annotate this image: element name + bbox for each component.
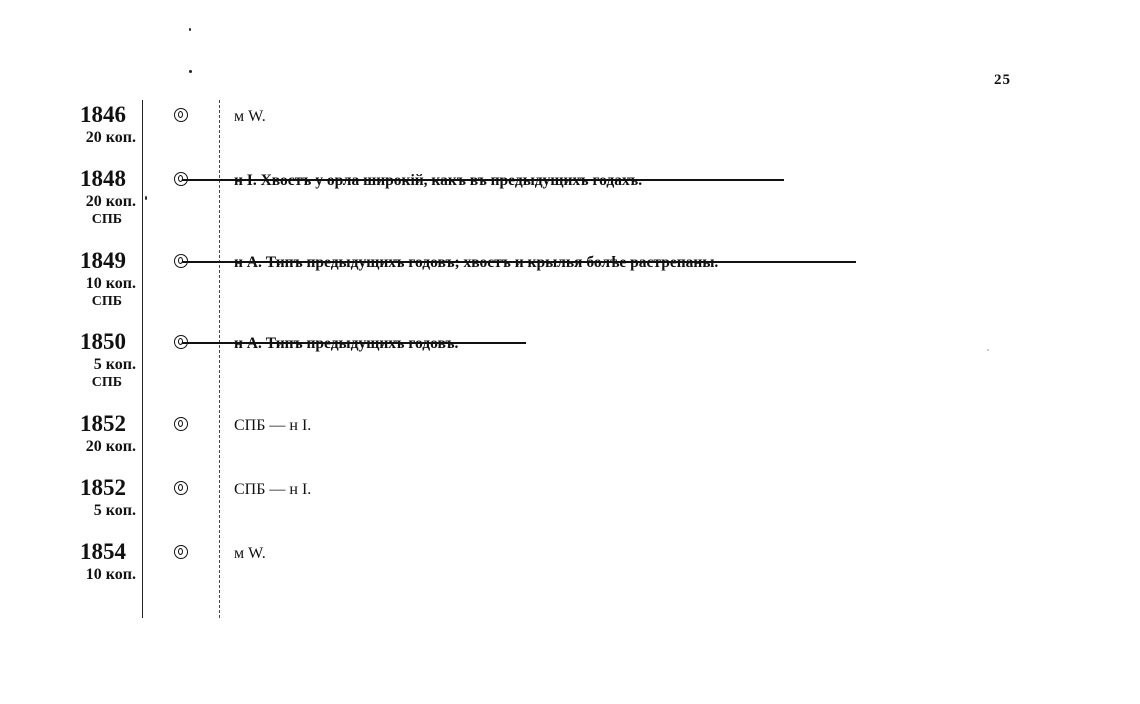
entry-description: м W. xyxy=(234,108,266,125)
coin-symbol-icon xyxy=(174,108,188,122)
entry-year: 1854 xyxy=(80,539,126,564)
entry-description: н А. Типъ предыдущихъ годовъ. xyxy=(234,335,459,352)
entry-description: СПБ — н I. xyxy=(234,417,312,434)
entry-denomination: 10 коп. xyxy=(85,275,136,292)
entry-year: 1846 xyxy=(80,102,126,127)
entry-year: 1848 xyxy=(80,166,126,191)
entry-year: 1852 xyxy=(80,411,126,436)
entry-year: 1852 xyxy=(80,475,126,500)
entry-mint: СПБ xyxy=(91,294,122,309)
ink-speck xyxy=(189,28,191,31)
coin-symbol-icon xyxy=(174,481,188,495)
catalog-entry xyxy=(0,475,1140,545)
coin-symbol-icon xyxy=(174,545,188,559)
entry-denomination: 20 коп. xyxy=(85,129,136,146)
entry-denomination: 20 коп. xyxy=(85,193,136,210)
entry-description: м W. xyxy=(234,545,266,562)
entry-description: н А. Типъ предыдущихъ годовъ; хвостъ и крылья болѣе растрепаны. xyxy=(234,254,719,271)
page-number: 25 xyxy=(994,72,1011,88)
catalog-entry xyxy=(0,329,1140,399)
catalog-entry xyxy=(0,166,1140,236)
coin-symbol-icon xyxy=(174,417,188,431)
entry-denomination: 5 коп. xyxy=(93,502,136,519)
catalog-entry xyxy=(0,539,1140,609)
entry-mint: СПБ xyxy=(91,375,122,390)
entry-year: 1849 xyxy=(80,248,126,273)
catalog-entry xyxy=(0,102,1140,172)
entry-year: 1850 xyxy=(80,329,126,354)
ink-speck xyxy=(189,70,192,73)
entry-denomination: 20 коп. xyxy=(85,438,136,455)
catalog-entry xyxy=(0,248,1140,318)
entry-denomination: 10 коп. xyxy=(85,566,136,583)
entry-mint: СПБ xyxy=(91,212,122,227)
entry-description: н I. Хвостъ у орла широкій, какъ въ предыдущихъ годахъ. xyxy=(234,172,643,189)
entry-denomination: 5 коп. xyxy=(93,356,136,373)
catalog-entry xyxy=(0,411,1140,481)
entry-description: СПБ — н I. xyxy=(234,481,312,498)
